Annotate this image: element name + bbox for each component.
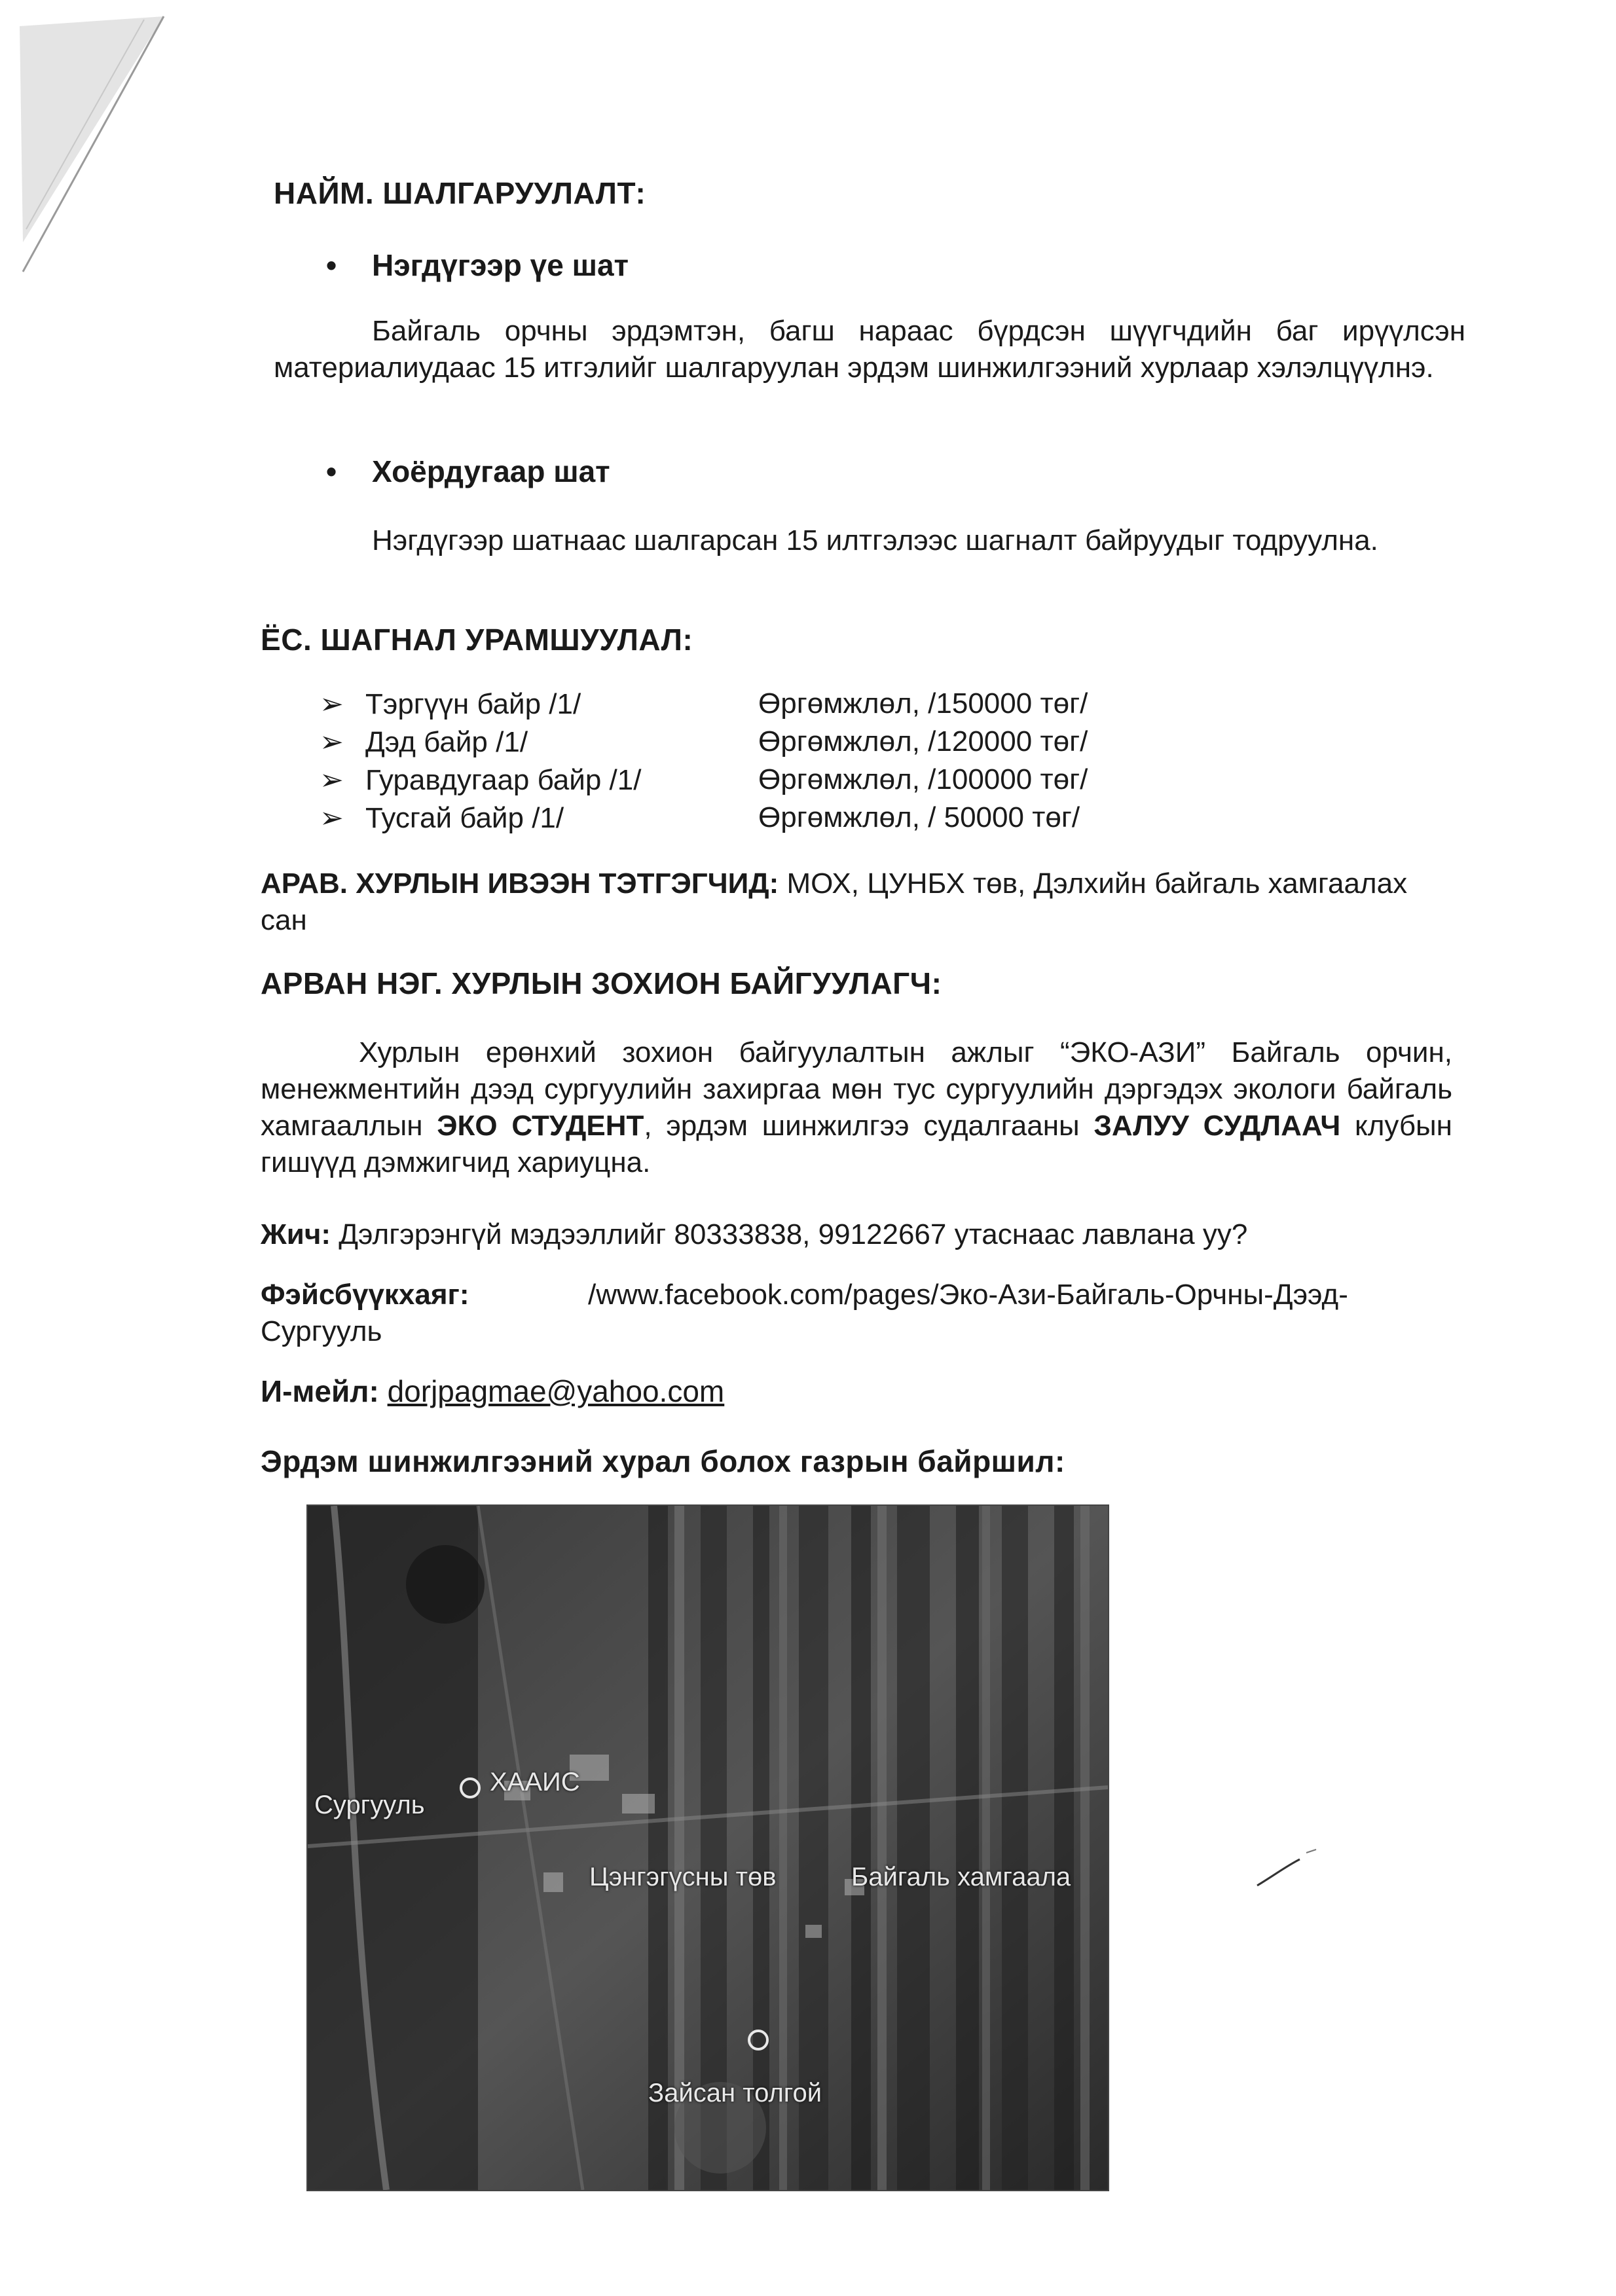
location-heading: Эрдэм шинжилгээний хурал болох газрын байршил: — [261, 1444, 1065, 1478]
section10-text: МОХ, ЦУНБХ төв, Дэлхийн байгаль хамгаалах сан — [261, 867, 1408, 936]
map-label-hill: Зайсан толгой — [648, 2079, 822, 2107]
map-label-school: Сургууль — [314, 1791, 425, 1819]
prize-row — [320, 687, 1088, 721]
arrow-bullet-icon: ➢ — [320, 764, 344, 796]
facebook-block — [261, 1277, 1452, 1350]
prize-row — [320, 725, 1088, 759]
facebook-url-cont[interactable]: Сургууль — [261, 1315, 382, 1347]
arrow-bullet-icon: ➢ — [320, 726, 344, 758]
map-label-center: Цэнгэгүсны төв — [589, 1863, 777, 1891]
stage2-bullet — [326, 454, 610, 489]
email-label: И-мейл: — [261, 1374, 379, 1408]
section11-text-part: клубын гишүүд дэмжигчид хариуцна. — [261, 1110, 1452, 1178]
section11-heading: АРВАН НЭГ. ХУРЛЫН ЗОХИОН БАЙГУУЛАГЧ: — [261, 966, 942, 1000]
email-line — [261, 1374, 724, 1409]
pen-mark-icon — [1254, 1846, 1326, 1892]
prize-row — [320, 763, 1088, 797]
map-pin-icon[interactable] — [748, 2030, 769, 2050]
scan-corner-mark — [13, 13, 170, 275]
stage2-title: Хоёрдугаар шат — [372, 454, 610, 488]
section11-text-part: , эрдэм шинжилгээ судалгааны — [644, 1110, 1094, 1142]
bullet-icon: • — [326, 454, 337, 488]
email-link[interactable]: dorjpagmae@yahoo.com — [387, 1374, 725, 1408]
arrow-bullet-icon: ➢ — [320, 802, 344, 834]
note-label: Жич: — [261, 1218, 331, 1250]
section10-block — [261, 866, 1439, 939]
young-researcher-club: ЗАЛУУ СУДЛААЧ — [1093, 1110, 1341, 1142]
section10-heading: АРАВ. ХУРЛЫН ИВЭЭН ТЭТГЭГЧИД: — [261, 867, 779, 900]
map-label-protection: Байгаль хамгаала — [851, 1863, 1071, 1891]
arrow-bullet-icon: ➢ — [320, 688, 344, 720]
bullet-icon: • — [326, 248, 337, 282]
note-line — [261, 1216, 1452, 1253]
stage1-title: Нэгдүгээр үе шат — [372, 248, 629, 282]
map-label-university: ХААИС — [490, 1768, 580, 1796]
facebook-url[interactable]: /www.facebook.com/pages/Эко-Ази-Байгаль-Орчны-Дээд- — [588, 1279, 1348, 1311]
prize-award: Өргөмжлөл, / 50000 төг/ — [758, 801, 1080, 833]
prize-award: Өргөмжлөл, /120000 төг/ — [758, 725, 1088, 757]
prize-place: Тэргүүн байр /1/ — [365, 688, 581, 720]
prize-place: Тусгай байр /1/ — [365, 802, 564, 834]
satellite-map[interactable] — [306, 1504, 1109, 2191]
section8-heading: НАЙМ. ШАЛГАРУУЛАЛТ: — [274, 176, 646, 210]
prize-award: Өргөмжлөл, /100000 төг/ — [758, 763, 1088, 795]
eco-student-club: ЭКО СТУДЕНТ — [437, 1110, 644, 1142]
section11-text-part: Хурлын ерөнхий зохион байгуулалтын ажлыг “ЭКО-АЗИ” Байгаль орчин, менежментийн дээд сургуулийн захиргаа мөн тус сургуулийн дэргэдэх экологи байгаль хамгааллын — [261, 1036, 1452, 1142]
note-text: Дэлгэрэнгүй мэдээллийг 80333838, 99122667 утаснаас лавлана уу? — [339, 1218, 1248, 1250]
stage2-text: Нэгдүгээр шатнаас шалгарсан 15 илтгэлээс шагналт байруудыг тодруулна. — [372, 524, 1378, 556]
facebook-label: Фэйсбүүкхаяг: — [261, 1279, 469, 1311]
prize-row — [320, 801, 1080, 835]
map-pin-icon[interactable] — [460, 1777, 481, 1798]
stage1-text: Байгаль орчны эрдэмтэн, багш нараас бүрдсэн шүүгчдийн баг ирүүлсэн материалиудаас 15 итгэлийг шалгаруулан эрдэм шинжилгээний хурлаар хэлэлцүүлнэ. — [274, 315, 1465, 384]
section9-heading: ЁС. ШАГНАЛ УРАМШУУЛАЛ: — [261, 623, 693, 657]
stage1-bullet — [326, 247, 629, 283]
prize-place: Дэд байр /1/ — [365, 726, 528, 758]
prize-award: Өргөмжлөл, /150000 төг/ — [758, 687, 1088, 720]
prize-place: Гуравдугаар байр /1/ — [365, 764, 642, 796]
section11-text — [261, 1034, 1452, 1181]
